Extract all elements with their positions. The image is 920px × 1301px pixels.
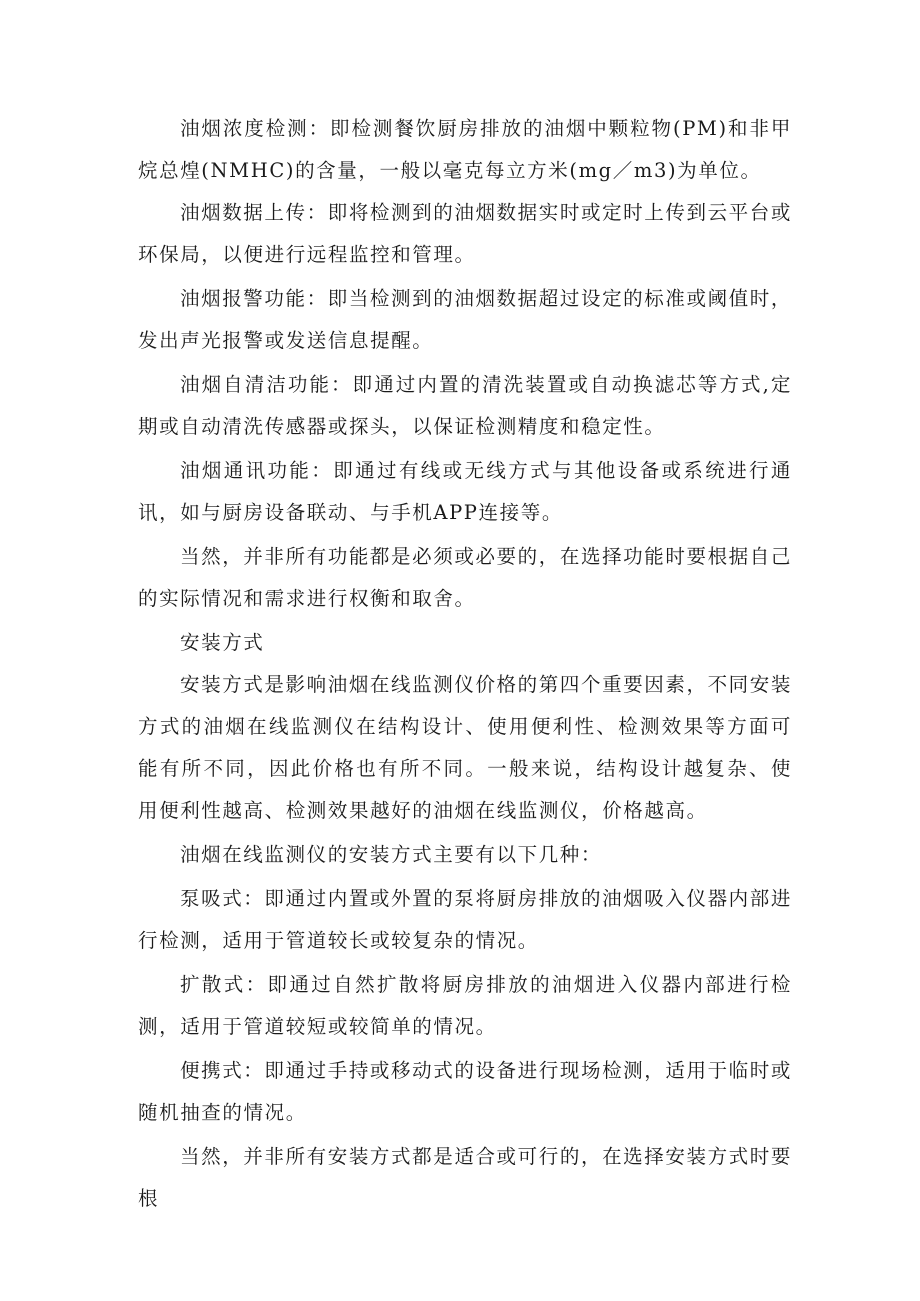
paragraph-installation-types-intro: 油烟在线监测仪的安装方式主要有以下几种： — [180, 843, 603, 866]
paragraph-oil-fume-self-cleaning: 油烟自清洁功能：即通过内置的清洗装置或自动换滤芯等方式,定期或自动清洗传感器或探头，以保证检测精度和稳定性。 — [138, 373, 792, 438]
paragraph-oil-fume-communication: 油烟通讯功能：即通过有线或无线方式与其他设备或系统进行通讯，如与厨房设备联动、与手机APP连接等。 — [138, 459, 792, 524]
paragraph-installation-method-price-factor: 安装方式是影响油烟在线监测仪价格的第四个重要因素，不同安装方式的油烟在线监测仪在结构设计、使用便利性、检测效果等方面可能有所不同，因此价格也有所不同。一般来说，结构设计越复杂、使用便利性越高、检测效果越好的油烟在线监测仪，价格越高。 — [138, 673, 792, 822]
paragraph-oil-fume-alarm: 油烟报警功能：即当检测到的油烟数据超过设定的标准或阈值时，发出声光报警或发送信息提醒。 — [138, 287, 792, 352]
paragraph-portable-type: 便携式：即通过手持或移动式的设备进行现场检测，适用于临时或随机抽查的情况。 — [138, 1059, 792, 1124]
paragraph-function-selection-note: 当然，并非所有功能都是必须或必要的，在选择功能时要根据自己的实际情况和需求进行权衡和取舍。 — [138, 545, 792, 610]
paragraph-oil-fume-data-upload: 油烟数据上传：即将检测到的油烟数据实时或定时上传到云平台或环保局，以便进行远程监控和管理。 — [138, 201, 792, 266]
paragraph-installation-selection-note: 当然，并非所有安装方式都是适合或可行的，在选择安装方式时要根 — [138, 1145, 792, 1210]
section-heading-installation-method: 安装方式 — [180, 631, 265, 654]
paragraph-diffusion-type: 扩散式：即通过自然扩散将厨房排放的油烟进入仪器内部进行检测，适用于管道较短或较简单的情况。 — [138, 973, 792, 1038]
paragraph-pump-suction-type: 泵吸式：即通过内置或外置的泵将厨房排放的油烟吸入仪器内部进行检测，适用于管道较长或较复杂的情况。 — [138, 887, 792, 952]
paragraph-oil-fume-concentration-detection: 油烟浓度检测：即检测餐饮厨房排放的油烟中颗粒物(PM)和非甲烷总煌(NMHC)的含量，一般以毫克每立方米(mg／m3)为单位。 — [138, 117, 792, 182]
